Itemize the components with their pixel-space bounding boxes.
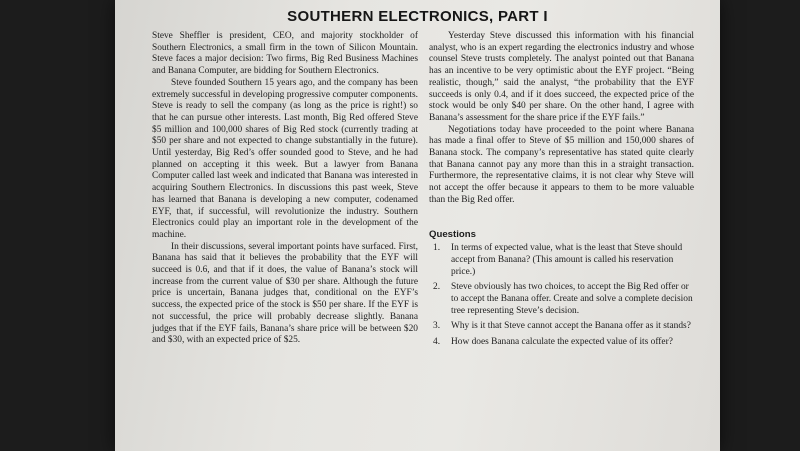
list-item [429, 321, 694, 333]
question-text: How does Banana calculate the expected value of its offer? [451, 337, 673, 348]
question-text: Steve obviously has two choices, to accept the Big Red offer or to accept the Banana offer. Create and solve a complete decision tree representing Steve’s decision. [451, 282, 693, 316]
textbook-page [115, 0, 720, 451]
question-text: In terms of expected value, what is the least that Steve should accept from Banana? (This amount is called his reservation price.) [451, 243, 683, 277]
left-column [152, 31, 418, 347]
paragraph: In their discussions, several important points have surfaced. First, Banana has said that it believes the probability that the EYF will succeed is 0.6, and that if it does, the value of Banana’s stock will increase from the current value of $30 per share. Although the future price is uncertain, Banana judges that, conditional on the EYF’s success, the expected price of the stock is $50 per share. If the EYF is not successful, the price will probably decrease slightly. Banana judges that if the EYF fails, Banana’s share price will be between $20 and $30, with an expected price of $25. [152, 241, 418, 346]
list-item [429, 282, 694, 317]
list-item [429, 243, 694, 278]
question-number: 1. [433, 243, 441, 254]
page-title: SOUTHERN ELECTRONICS, PART I [287, 8, 548, 25]
question-number: 2. [433, 282, 441, 293]
question-number: 3. [433, 321, 441, 332]
list-item [429, 337, 694, 349]
questions-list [429, 243, 694, 349]
question-number: 4. [433, 337, 441, 348]
question-text: Why is it that Steve cannot accept the Banana offer as it stands? [451, 321, 691, 332]
paragraph: Negotiations today have proceeded to the point where Banana has made a final offer to Steve of $5 million and 150,000 shares of Banana stock. The company’s representative has stated quite clearly that Banana cannot pay any more than this in a straight transaction. Furthermore, the representative claims, it is not clear why Steve will not accept the offer because it appears to them to be more valuable than the Big Red offer. [429, 124, 694, 205]
paragraph: Yesterday Steve discussed this information with his financial analyst, who is an expert regarding the electronics industry and whose counsel Steve trusts completely. The analyst pointed out that Banana has an incentive to be very optimistic about the EYF project. “Being realistic, though,” said the analyst, “the probability that the EYF succeeds is only 0.4, and if it does succeed, the expected price of the stock would be only $40 per share. On the other hand, I agree with Banana’s assessment for the share price if the EYF fails.” [429, 31, 694, 123]
paragraph: Steve Sheffler is president, CEO, and majority stockholder of Southern Electronics, a small firm in the town of Silicon Mountain. Steve faces a major decision: Two firms, Big Red Business Machines and Banana Computer, are bidding for Southern Electronics. [152, 31, 418, 77]
paragraph: Steve founded Southern 15 years ago, and the company has been extremely successful in developing progressive computer components. Steve is ready to sell the company (as long as the price is right!) so that he can pursue other interests. Last month, Big Red offered Steve $5 million and 100,000 shares of Big Red stock (currently trading at $50 per share and not expected to change substantially in the future). Until yesterday, Big Red’s offer sounded good to Steve, and he had planned on accepting it this week. But a lawyer from Banana Computer called last week and indicated that Banana was interested in acquiring Southern Electronics. In discussions this past week, Steve has learned that Banana is developing a new computer, codenamed EYF, that, if successful, will revolutionize the industry. Southern Electronics could play an important role in the development of the machine. [152, 77, 418, 240]
questions-heading: Questions [429, 228, 476, 240]
right-column [429, 31, 694, 353]
